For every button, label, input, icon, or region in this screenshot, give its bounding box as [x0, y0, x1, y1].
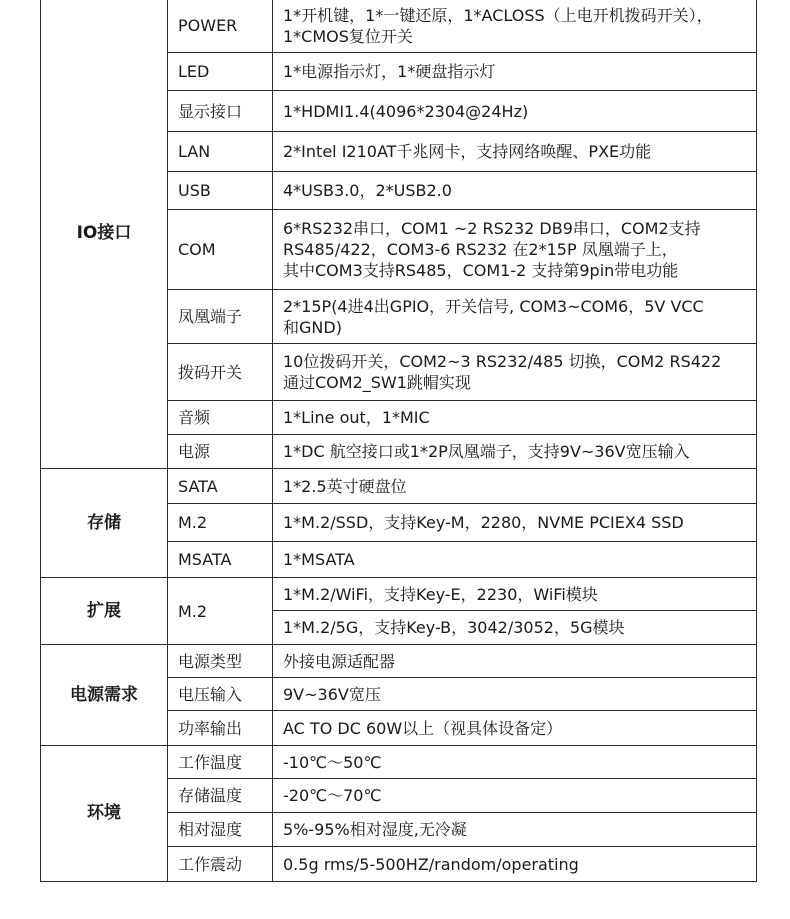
- row-key: POWER: [168, 0, 273, 53]
- row-key: COM: [168, 210, 273, 290]
- row-key: LED: [168, 53, 273, 91]
- spec-table: [40, 0, 757, 882]
- row-value: 1*HDMI1.4(4096*2304@24Hz): [273, 91, 757, 132]
- row-key: 电源: [168, 435, 273, 469]
- category-expansion: 扩展: [41, 578, 168, 645]
- row-key: 音频: [168, 401, 273, 435]
- row-value: 2*15P(4进4出GPIO，开关信号, COM3~COM6，5V VCC 和GND): [273, 290, 757, 344]
- row-key: M.2: [168, 578, 273, 645]
- row-value: 1*Line out，1*MIC: [273, 401, 757, 435]
- row-key: 工作温度: [168, 746, 273, 779]
- row-key: 显示接口: [168, 91, 273, 132]
- row-value: 4*USB3.0，2*USB2.0: [273, 172, 757, 210]
- row-key: 存储温度: [168, 779, 273, 813]
- row-value: 10位拨码开关，COM2~3 RS232/485 切换，COM2 RS422 通过COM2_SW1跳帽实现: [273, 344, 757, 401]
- row-value: 2*Intel I210AT千兆网卡，支持网络唤醒、PXE功能: [273, 132, 757, 172]
- row-value: 5%-95%相对湿度,无冷凝: [273, 813, 757, 847]
- table-row: [41, 469, 757, 504]
- category-power-requirements: 电源需求: [41, 645, 168, 746]
- row-key: 凤凰端子: [168, 290, 273, 344]
- row-key: 相对湿度: [168, 813, 273, 847]
- row-value: 1*M.2/WiFi，支持Key-E，2230，WiFi模块: [273, 578, 757, 611]
- row-key: 拨码开关: [168, 344, 273, 401]
- row-key: 工作震动: [168, 847, 273, 882]
- row-key: 电源类型: [168, 645, 273, 678]
- row-value: 1*开机键，1*一键还原，1*ACLOSS（上电开机拨码开关）， 1*CMOS复位开关: [273, 0, 757, 53]
- table-row: [41, 645, 757, 678]
- row-value: -10℃～50℃: [273, 746, 757, 779]
- row-value: 1*MSATA: [273, 542, 757, 578]
- table-row: [41, 0, 757, 53]
- row-value: 1*M.2/SSD，支持Key-M，2280，NVME PCIEX4 SSD: [273, 504, 757, 542]
- row-key: M.2: [168, 504, 273, 542]
- row-value: -20℃～70℃: [273, 779, 757, 813]
- row-key: MSATA: [168, 542, 273, 578]
- row-key: USB: [168, 172, 273, 210]
- row-value: AC TO DC 60W以上（视具体设备定）: [273, 711, 757, 746]
- table-row: [41, 578, 757, 611]
- row-key: 电压输入: [168, 678, 273, 711]
- row-key: LAN: [168, 132, 273, 172]
- row-value: 6*RS232串口，COM1 ~2 RS232 DB9串口，COM2支持 RS485/422，COM3-6 RS232 在2*15P 凤凰端子上， 其中COM3支持RS485，COM1-2 支持第9pin带电功能: [273, 210, 757, 290]
- row-value: 1*电源指示灯，1*硬盘指示灯: [273, 53, 757, 91]
- row-value: 0.5g rms/5-500HZ/random/operating: [273, 847, 757, 882]
- table-row: [41, 746, 757, 779]
- category-storage: 存储: [41, 469, 168, 578]
- category-io: IO接口: [41, 0, 168, 469]
- row-value: 1*M.2/5G，支持Key-B，3042/3052，5G模块: [273, 611, 757, 645]
- row-value: 1*DC 航空接口或1*2P凤凰端子，支持9V~36V宽压输入: [273, 435, 757, 469]
- row-key: SATA: [168, 469, 273, 504]
- category-environment: 环境: [41, 746, 168, 882]
- row-value: 1*2.5英寸硬盘位: [273, 469, 757, 504]
- row-key: 功率输出: [168, 711, 273, 746]
- row-value: 外接电源适配器: [273, 645, 757, 678]
- row-value: 9V~36V宽压: [273, 678, 757, 711]
